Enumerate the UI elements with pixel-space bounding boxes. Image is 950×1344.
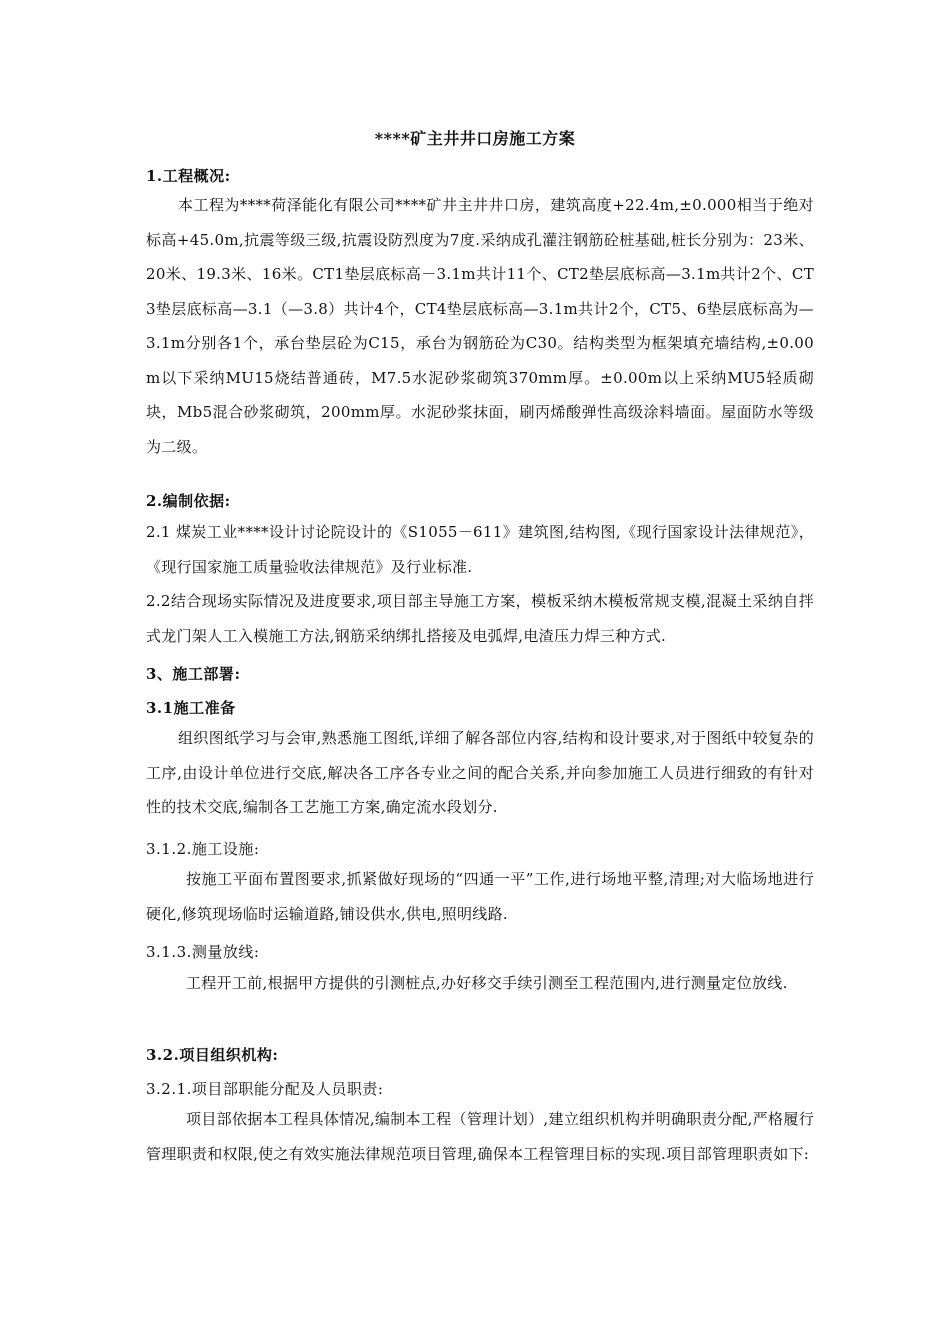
section-3-2-1-heading: 3.2.1.项目部职能分配及人员职责:: [146, 1080, 384, 1098]
section-1-body: 本工程为****荷泽能化有限公司****矿井主井井口房，建筑高度+22.4m,±0.000相当于绝对标高+45.0m,抗震等级三级,抗震设防烈度为7度.采纳成孔灌注钢筋砼桩基础,桩长分别为：23米、20米、19.3米、16米。CT1垫层底标高－3.1m共计11个、CT2垫层底标高—3.1m共计2个、CT3垫层底标高—3.1（—3.8）共计4个，CT4垫层底标高—3.1m共计2个，CT5、6垫层底标高为—3.1m分别各1个，承台垫层砼为C15，承台为钢筋砼为C30。结构类型为框架填充墙结构,±0.00m以下采纳MU15烧结普通砖，M7.5水泥砂浆砌筑370mm厚。±0.00m以上采纳MU5轻质砌块，Mb5混合砂浆砌筑，200mm厚。水泥砂浆抹面，刷丙烯酸弹性高级涂料墙面。屋面防水等级为二级。: [146, 196, 814, 456]
document-title: ****矿主井井口房施工方案: [374, 129, 576, 148]
section-1-heading: 1.工程概况:: [146, 167, 231, 185]
section-2-2-body: 2.2结合现场实际情况及进度要求,项目部主导施工方案，模板采纳木模板常规支模,混凝土采纳自拌式龙门架人工入模施工方法,钢筋采纳绑扎搭接及电弧焊,电渣压力焊三种方式.: [146, 592, 814, 645]
section-3-heading: 3、施工部署:: [146, 665, 241, 683]
section-3-1-3-heading: 3.1.3.测量放线:: [146, 943, 260, 961]
section-3-2-heading: 3.2.项目组织机构:: [146, 1046, 279, 1064]
section-2-heading: 2.编制依据:: [146, 492, 231, 510]
section-3-1-2-body: 按施工平面布置图要求,抓紧做好现场的“四通一平”工作,进行场地平整,清理;对大临场地进行硬化,修筑现场临时运输道路,铺设供水,供电,照明线路.: [146, 870, 814, 923]
section-3-2-1-body: 项目部依据本工程具体情况,编制本工程（管理计划）,建立组织机构并明确职责分配,严格履行管理职责和权限,使之有效实施法律规范项目管理,确保本工程管理目标的实现.项目部管理职责如下:: [146, 1110, 814, 1163]
section-3-1-2-heading: 3.1.2.施工设施:: [146, 840, 260, 858]
section-3-1-body: 组织图纸学习与会审,熟悉施工图纸,详细了解各部位内容,结构和设计要求,对于图纸中较复杂的工序,由设计单位进行交底,解决各工序各专业之间的配合关系,并向参加施工人员进行细致的有针对性的技术交底,编制各工艺施工方案,确定流水段划分.: [146, 729, 814, 816]
section-2-1-body: 2.1 煤炭工业****设计讨论院设计的《S1055－611》建筑图,结构图,《现行国家设计法律规范》，《现行国家施工质量验收法律规范》及行业标准.: [146, 523, 814, 576]
section-3-1-heading: 3.1施工准备: [146, 699, 236, 717]
section-3-1-3-body: 工程开工前,根据甲方提供的引测桩点,办好移交手续引测至工程范围内,进行测量定位放线.: [186, 974, 788, 992]
